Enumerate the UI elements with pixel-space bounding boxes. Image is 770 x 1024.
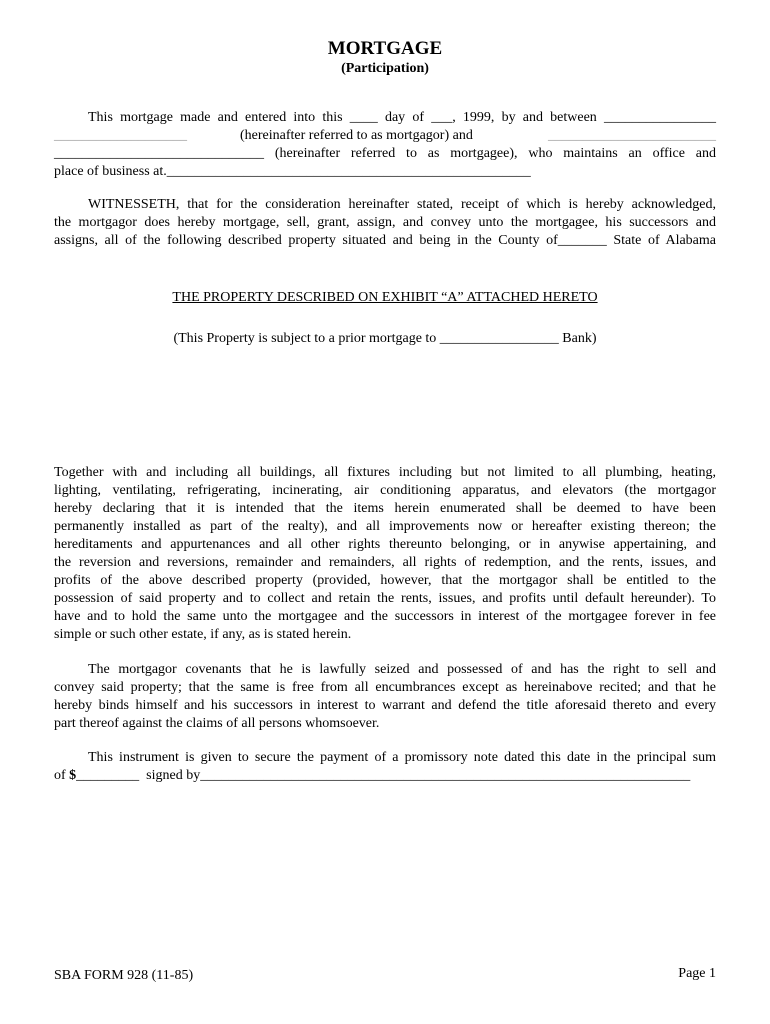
intro-line-3: ______________________________ (hereinafter referred to as mortgagee), who maintains an office and — [54, 146, 716, 161]
prior-mortgage-note: (This Property is subject to a prior mortgage to _________________ Bank) — [173, 331, 597, 346]
signed-by-blank: ______________________________________________________________________ — [200, 768, 691, 783]
signed-by-label: signed by — [146, 768, 201, 783]
document-subtitle: (Participation) — [341, 61, 429, 76]
together-line: Together with and including all buildings, all fixtures including but not limited to all plumbing, heating, — [54, 465, 716, 480]
together-line: the reversion and reversions, remainder and remainders, all rights of redemption, and the rents, issues, and — [54, 555, 716, 570]
together-line: permanently installed as part of the realty), and all improvements now or hereafter existing thereon; the — [54, 519, 716, 534]
intro-line-4: place of business at.____________________________________________________ — [54, 164, 531, 179]
document-page — [54, 0, 716, 1024]
together-line: hereditaments and appurtenances and all other rights thereunto belonging, or in anywise appertaining, and — [54, 537, 716, 552]
covenants-line: The mortgagor covenants that he is lawfully seized and possessed of and has the right to sell and — [88, 662, 716, 677]
witnesseth-line-1: WITNESSETH, that for the consideration hereinafter stated, receipt of which is hereby acknowledged, — [88, 197, 716, 212]
covenants-line: hereby binds himself and his successors in interest to warrant and defend the title aforesaid thereto and every — [54, 698, 716, 713]
instrument-line-2 — [54, 767, 716, 785]
covenants-line: convey said property; that the same is free from all encumbrances except as hereinabove recited; and that he — [54, 680, 716, 695]
together-line: possession of said property and to collect and retain the rents, issues, and profits until default hereunder). To — [54, 591, 716, 606]
together-line: hereby declaring that it is intended that the items herein enumerated shall be deemed to have been — [54, 501, 716, 516]
witnesseth-line-2: the mortgagor does hereby mortgage, sell, grant, assign, and convey unto the mortgagee, his successors and — [54, 215, 716, 230]
mortgagor-name-blank: ___________________ — [54, 128, 187, 143]
together-line: profits of the above described property (provided, however, that the mortgagor shall be entitled to the — [54, 573, 716, 588]
form-number: SBA FORM 928 (11-85) — [54, 968, 194, 983]
witnesseth-paragraph — [54, 196, 716, 250]
intro-line-1: This mortgage made and entered into this ____ day of ___, 1999, by and between ________________ — [88, 110, 716, 125]
dollar-sign: $ — [69, 768, 77, 783]
intro-line-2 — [54, 127, 716, 145]
together-line: lighting, ventilating, refrigerating, incinerating, air conditioning apparatus, and elevators (the mortgagor — [54, 483, 716, 498]
instrument-paragraph — [54, 749, 716, 785]
mortgagor-label: (hereinafter referred to as mortgagor) and — [240, 128, 473, 143]
covenants-paragraph — [54, 661, 716, 733]
document-title: MORTGAGE — [327, 38, 443, 59]
property-heading: THE PROPERTY DESCRIBED ON EXHIBIT “A” ATTACHED HERETO — [172, 290, 598, 305]
of-label: of — [54, 768, 66, 783]
mortgagee-name-blank: ________________________ — [548, 128, 716, 143]
covenants-line: part thereof against the claims of all persons whomsoever. — [54, 716, 380, 731]
page-number: Page 1 — [678, 966, 716, 981]
intro-paragraph — [54, 109, 716, 181]
together-paragraph — [54, 464, 716, 644]
instrument-line-1: This instrument is given to secure the payment of a promissory note dated this date in the principal sum — [88, 750, 716, 765]
witnesseth-line-3: assigns, all of the following described property situated and being in the County of_______ State of Alabama — [54, 233, 716, 248]
together-line: have and to hold the same unto the mortgagee and the successors in interest of the mortgagee forever in fee — [54, 609, 716, 624]
together-line: simple or such other estate, if any, as is stated herein. — [54, 627, 352, 642]
principal-amount-blank: _________ — [76, 768, 140, 783]
